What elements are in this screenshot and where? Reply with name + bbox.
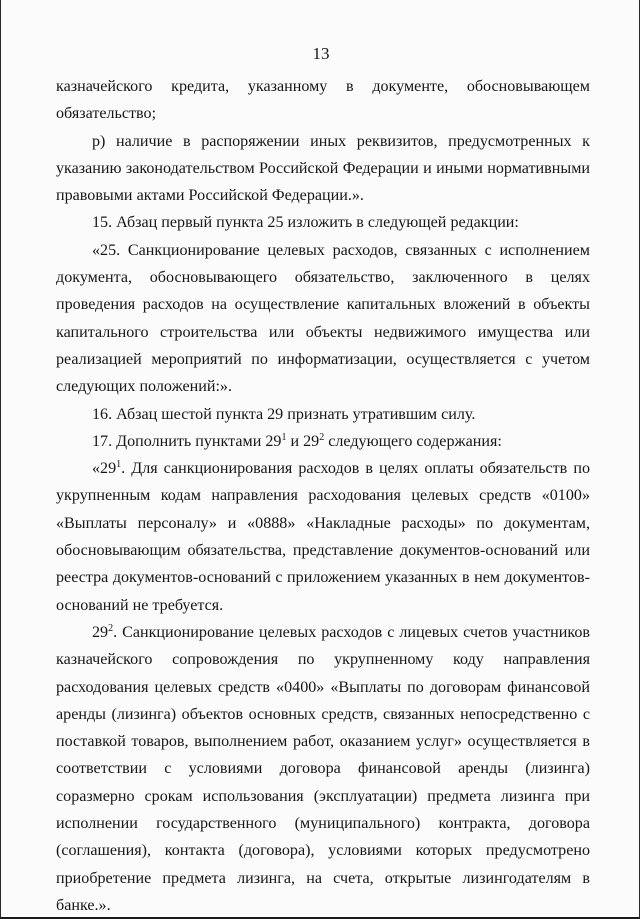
superscript: 1 <box>281 431 287 443</box>
paragraph-29-1-number: «29 <box>92 460 117 478</box>
paragraph-29-2-number: 29 <box>92 623 109 641</box>
paragraph-17-after: следующего содержания: <box>324 432 502 450</box>
paragraph-16: 16. Абзац шестой пункта 29 признать утратившим силу. <box>92 405 476 423</box>
paragraph-29-1 <box>56 455 590 619</box>
paragraph-29-2-text: . Санкционирование целевых расходов с лицевых счетов участников казначейского сопровождения по укрупненному коду направления расходования целевых средств «0400» «Выплаты по договорам финансовой аренды (лизинга) объектов основных средств, связанных непосредственно с поставкой товаров, выполнением работ, оказанием услуг» осуществляется в соответствии с условиями договора финансовой аренды (лизинга) соразмерно срокам использования (эксплуатации) предмета лизинга при исполнении государственного (муниципального) контракта, договора (соглашения), контакта (договора), условиями которых предусмотрено приобретение предмета лизинга, на счета, открытые лизингодателям в банке.». <box>56 623 590 914</box>
page-number: 13 <box>312 44 330 63</box>
paragraph-29-1-text: . Для санкционирования расходов в целях оплаты обязательств по укрупненным кодам направления расходования целевых средств «0100» «Выплаты персоналу» и «0888» «Накладные расходы» по документам, обосновывающим обязательства, представление документов-оснований или реестра документов-оснований с приложением указанных в нем документов-оснований не требуется. <box>56 460 590 614</box>
superscript: 2 <box>319 431 325 443</box>
paragraph-25-quote: «25. Санкционирование целевых расходов, связанных с исполнением документа, обосновывающего обязательство, заключенного в целях проведения расходов на осуществление капитальных вложений в объекты капитального строительства или объекты недвижимого имущества или реализацией мероприятий по информатизации, осуществляется с учетом следующих положений:». <box>56 241 590 396</box>
paragraph-continuation: казначейского кредита, указанному в документе, обосновывающем обязательство; <box>56 78 590 123</box>
document-body <box>56 73 590 919</box>
superscript: 2 <box>108 622 114 634</box>
superscript: 1 <box>116 459 122 471</box>
paragraph-item-r: р) наличие в распоряжении иных реквизитов, предусмотренных к указанию законодательством Российской Федерации и иными нормативными правовыми актами Российской Федерации.». <box>56 132 590 205</box>
paragraph-17 <box>56 428 590 455</box>
paragraph-15: 15. Абзац первый пункта 25 изложить в следующей редакции: <box>92 214 519 232</box>
paragraph-29-2 <box>56 619 590 919</box>
paragraph-17-before: 17. Дополнить пунктами 29 <box>92 432 282 450</box>
paragraph-17-middle: и 29 <box>286 432 320 450</box>
